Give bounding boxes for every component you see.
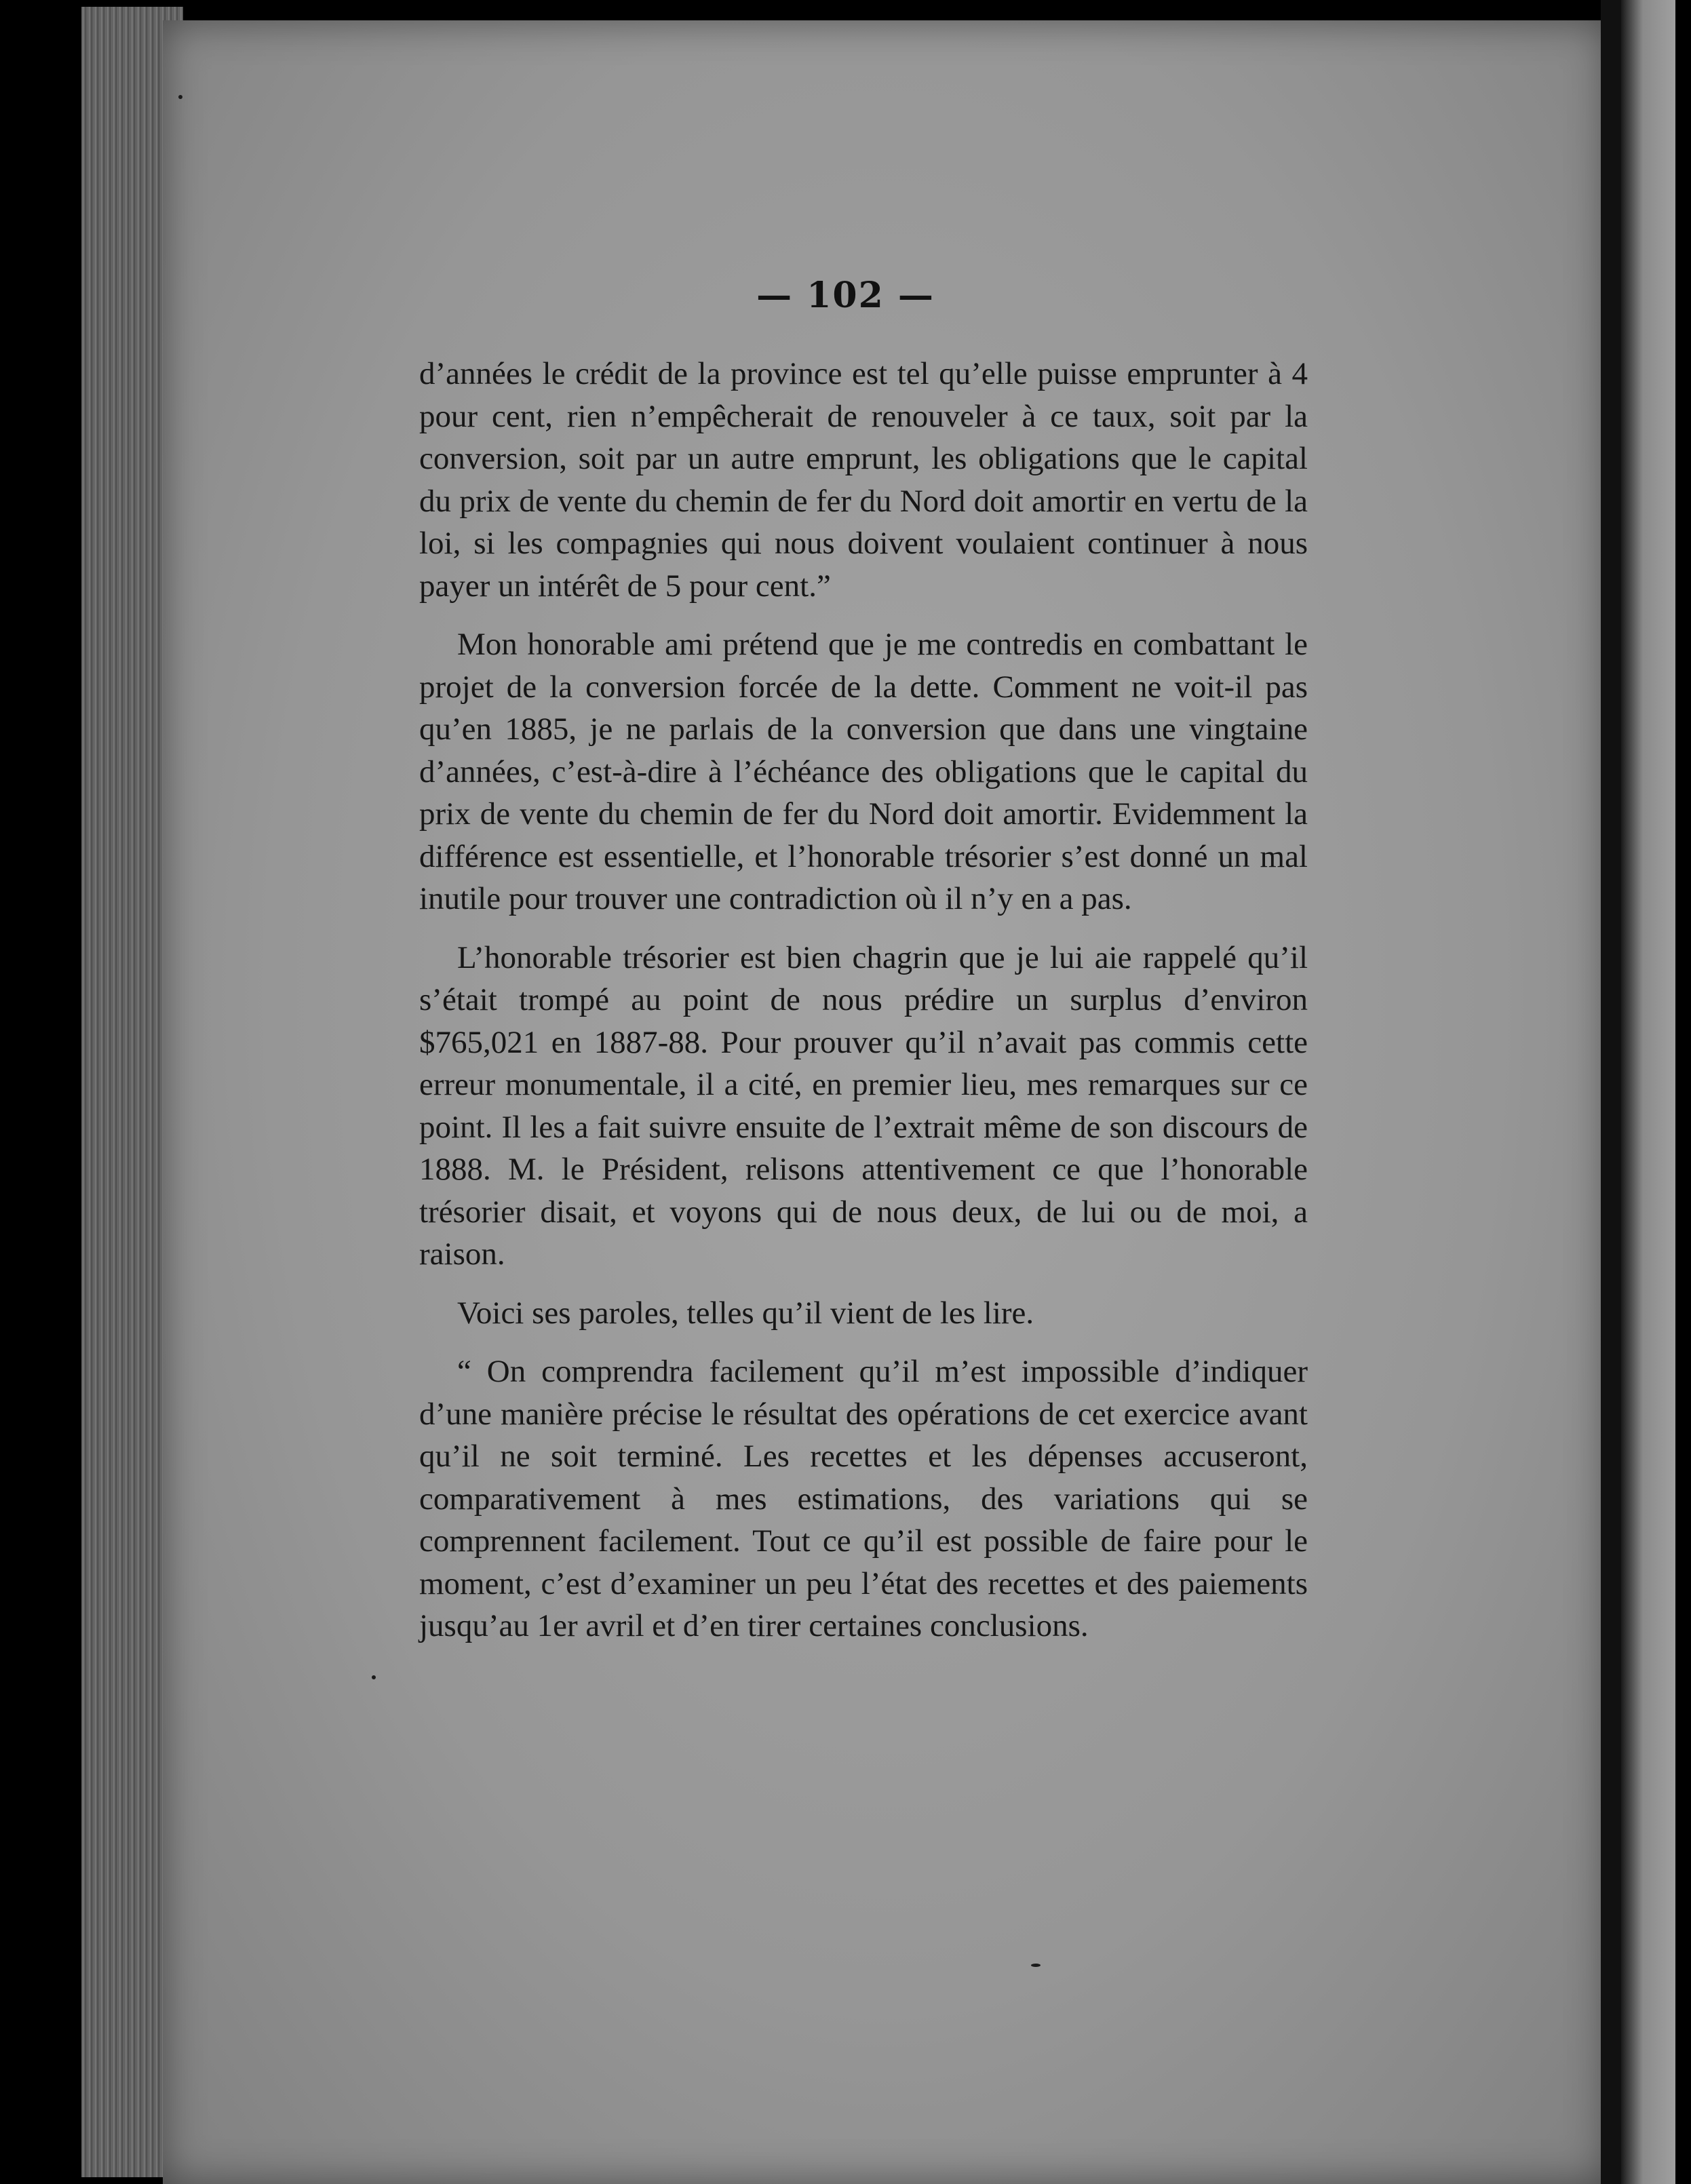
paper-speck — [372, 1675, 376, 1679]
paragraph: L’honorable trésorier est bien chagrin que je lui aie rappelé qu’il s’était trompé au point de nous prédire un surplus d’environ $765,021 en 1887-88. Pour prouver qu’il n’avait pas commis cette erreur monumentale, il a cité, en premier lieu, mes remarques sur ce point. Il les a fait suivre ensuite de l’extrait même de son discours de 1888. M. le Président, relisons attentivement ce que l’honorable trésorier disait, et voyons qui de nous deux, de lui ou de moi, a raison. — [419, 939, 1308, 1272]
paragraph: Voici ses paroles, telles qu’il vient de les lire. — [457, 1295, 1034, 1331]
paper-speck — [178, 95, 182, 99]
body-text — [419, 353, 1308, 1664]
paragraph-continuation: d’années le crédit de la province est tel qu’elle puisse emprunter à 4 pour cent, rien n’empêcherait de renouveler à ce taux, soit par la conversion, soit par un autre emprunt, les obligations que le capital du prix de vente du chemin de fer du Nord doit amortir en vertu de la loi, si les compagnies qui nous doivent voulaient continuer à nous payer un intérêt de 5 pour cent.” — [419, 356, 1308, 604]
paragraph: Mon honorable ami prétend que je me contredis en combattant le projet de la conversion forcée de la dette. Comment ne voit-il pas qu’en 1885, je ne parlais de la conversion que dans une vingtaine d’années, c’est-à-dire à l’échéance des obligations que le capital du prix de vente du chemin de fer du Nord doit amortir. Evidemment la différence est essentielle, et l’honorable trésorier s’est donné un mal inutile pour trouver une contradiction où il n’y en a pas. — [419, 627, 1308, 916]
quoted-paragraph: “ On comprendra facilement qu’il m’est impossible d’indiquer d’une manière précise le résultat des opérations de cet exercice avant qu’il ne soit terminé. Les recettes et les dépenses accuseront, comparativement à mes estimations, des variations qui se comprennent facilement. Tout ce qu’il est possible de faire pour le moment, c’est d’examiner un peu l’état des recettes et des paiements jusqu’au 1er avril et d’en tirer certaines conclusions. — [419, 1354, 1308, 1643]
paper-speck — [1031, 1964, 1041, 1967]
page-number: — 102 — — [756, 275, 935, 316]
next-page-edge — [1621, 0, 1675, 2184]
book-gutter — [1601, 0, 1621, 2184]
